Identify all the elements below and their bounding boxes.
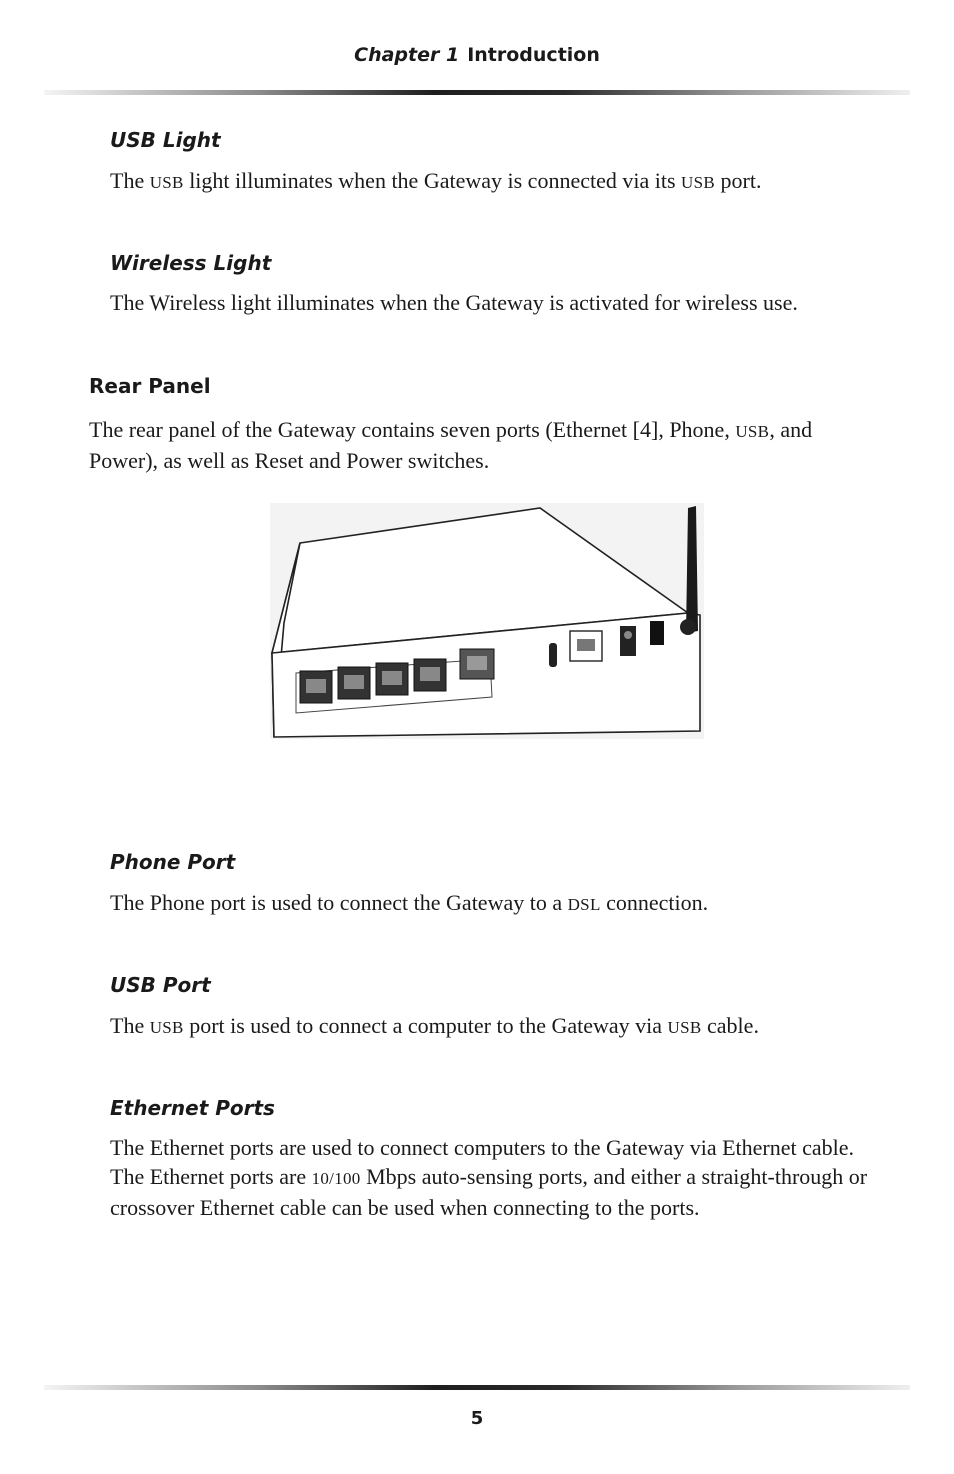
phone-port-heading: Phone Port [110,850,236,874]
ethernet-ports-text: The Ethernet ports are used to connect computers to the Gateway via Ethernet cable. The Ethernet ports are 10/100 Mbps auto-sensing ports, and either a straight-through or crossover Ethernet cable can be used when connecting to the ports. [110,1135,868,1220]
page-number: 5 [470,1408,484,1429]
header-rule [44,90,910,95]
ethernet-ports-heading: Ethernet Ports [110,1096,275,1120]
rear-panel-heading: Rear Panel [89,374,211,398]
wireless-light-heading: Wireless Light [110,251,272,275]
chapter-label: Chapter 1 [354,44,460,66]
usb-light-heading: USB Light [110,128,221,152]
page-header [0,44,954,66]
usb-port-text: The USB port is used to connect a computer to the Gateway via USB cable. [110,1013,759,1038]
chapter-title: Introduction [467,44,600,66]
gateway-rear-panel-illustration [270,503,704,739]
usb-light-text: The USB light illuminates when the Gateway is connected via its USB port. [110,168,762,193]
wireless-light-text: The Wireless light illuminates when the Gateway is activated for wireless use. [110,290,798,315]
rear-panel-text: The rear panel of the Gateway contains seven ports (Ethernet [4], Phone, USB, and Power), as well as Reset and Power switches. [89,417,813,473]
phone-port-text: The Phone port is used to connect the Gateway to a DSL connection. [110,890,709,915]
usb-port-heading: USB Port [110,973,211,997]
footer-rule [44,1385,910,1390]
